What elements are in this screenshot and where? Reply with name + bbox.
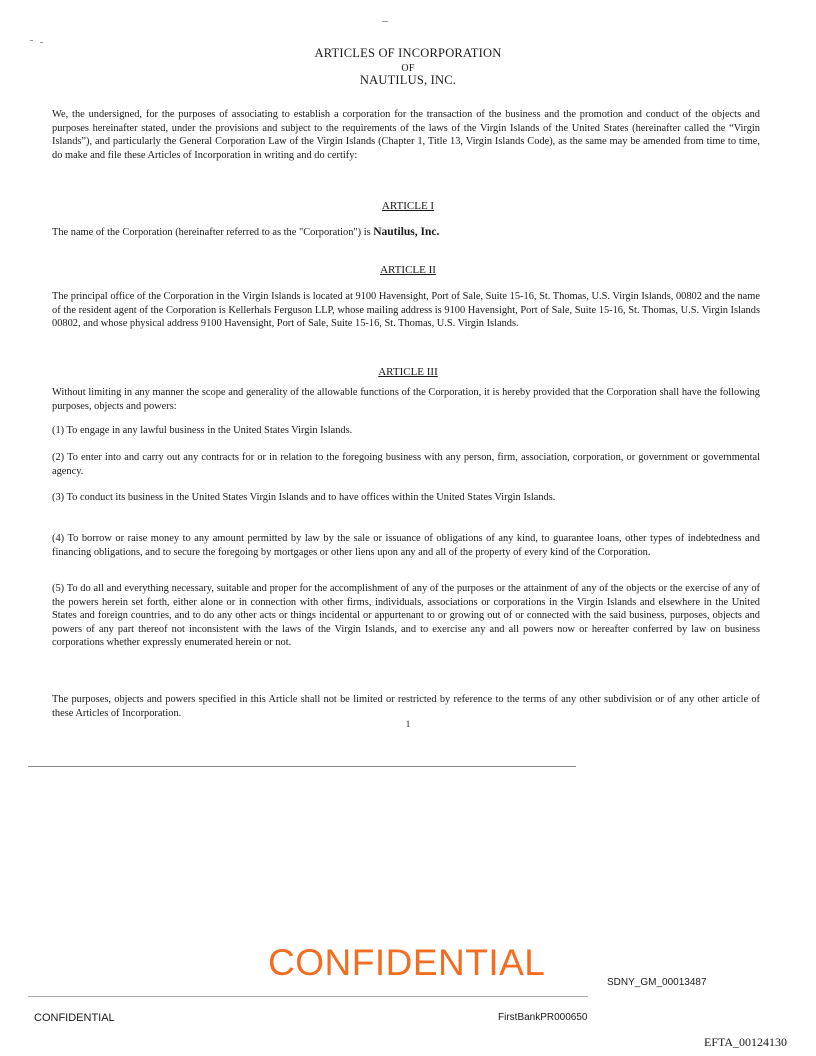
article-2-text: The principal office of the Corporation in the Virgin Islands is located at 9100 Havensight, Port of Sale, Suite 15-16, St. Thomas, U.S. Virgin Islands, 00802 and the name of the resident agent of the Corporation is Kellerhals Ferguson LLP, whose mailing address is 9100 Havensight, Port of Sale, Suite 15-16, St. Thomas, U.S. Virgin Islands 00802, and whose physical address 9100 Havensight, Port of Sale, Suite 15-16, St. Thomas, U.S. Virgin Islands. xyxy=(52,291,760,330)
document-title-line-1: ARTICLES OF INCORPORATION xyxy=(314,46,502,60)
intro-paragraph: We, the undersigned, for the purposes of associating to establish a corporation for the transaction of the business and the promotion and conduct of the objects and purposes hereinafter stated, under the provisions and subject to the requirements of the laws of the Virgin Islands of the United States (hereinafter called the “Virgin Islands”), and particularly the General Corporation Law of the Virgin Islands (Chapter 1, Title 13, Virgin Islands Code), as the same may be amended from time to time, do make and file these Articles of Incorporation in writing and do certify: xyxy=(52,109,760,161)
article-1-heading: ARTICLE I xyxy=(381,200,435,212)
article-3-item-2: (2) To enter into and carry out any contracts for or in relation to the foregoing business with any person, firm, association, corporation, or government or governmental agency. xyxy=(52,452,760,477)
article-3-item-5: (5) To do all and everything necessary, suitable and proper for the accomplishment of any of the purposes or the attainment of any of the objects or the exercise of any of the powers herein set forth, either alone or in connection with other firms, individuals, associations or corporations in the Virgin Islands and elsewhere in the United States and foreign countries, and to do any other acts or things incidental or appurtenant to or growing out of or connected with the said business, purposes, objects and powers of any part thereof not inconsistent with the laws of the Virgin Islands, and to exercise any and all powers now or hereafter conferred by law on business corporations whether expressly enumerated herein or not. xyxy=(52,583,760,649)
document-title-line-3: NAUTILUS, INC. xyxy=(359,73,457,87)
article-3-item-3: (3) To conduct its business in the United States Virgin Islands and to have offices within the United States Virgin Islands. xyxy=(52,492,556,503)
scan-speck xyxy=(30,40,33,41)
page-bottom-rule xyxy=(28,766,576,767)
article-1-text xyxy=(52,226,760,240)
footer-rule xyxy=(28,996,588,997)
page-number: 1 xyxy=(405,719,411,729)
article-1-text-body: The name of the Corporation (hereinafter referred to as the "Corporation") is xyxy=(52,227,374,238)
bates-firstbank: FirstBankPR000650 xyxy=(498,1012,588,1023)
document-title-line-2: OF xyxy=(401,63,415,74)
article-3-item-4: (4) To borrow or raise money to any amount permitted by law by the sale or issuance of obligations of any kind, to guarantee loans, other types of indebtedness and financing obligations, and to secure the foregoing by mortgages or other liens upon any and all of the property of every kind of the Corporation. xyxy=(52,533,760,558)
corporation-name: Nautilus, Inc. xyxy=(373,226,440,238)
article-3-closing: The purposes, objects and powers specified in this Article shall not be limited or restricted by reference to the terms of any other subdivision or of any other article of these Articles of Incorporation. xyxy=(52,694,760,719)
efta-number: EFTA_00124130 xyxy=(704,1035,788,1049)
scan-speck xyxy=(40,42,43,43)
bates-sdny: SDNY_GM_00013487 xyxy=(607,977,707,988)
confidential-label: CONFIDENTIAL xyxy=(34,1012,115,1024)
article-2-heading: ARTICLE II xyxy=(380,264,436,276)
scan-speck xyxy=(382,21,388,22)
confidential-watermark: CONFIDENTIAL xyxy=(268,942,546,983)
article-3-item-1: (1) To engage in any lawful business in the United States Virgin Islands. xyxy=(52,425,353,436)
article-3-intro: Without limiting in any manner the scope and generality of the allowable functions of the Corporation, it is hereby provided that the Corporation shall have the following purposes, objects and powers: xyxy=(52,387,760,412)
article-3-heading: ARTICLE III xyxy=(378,366,438,378)
